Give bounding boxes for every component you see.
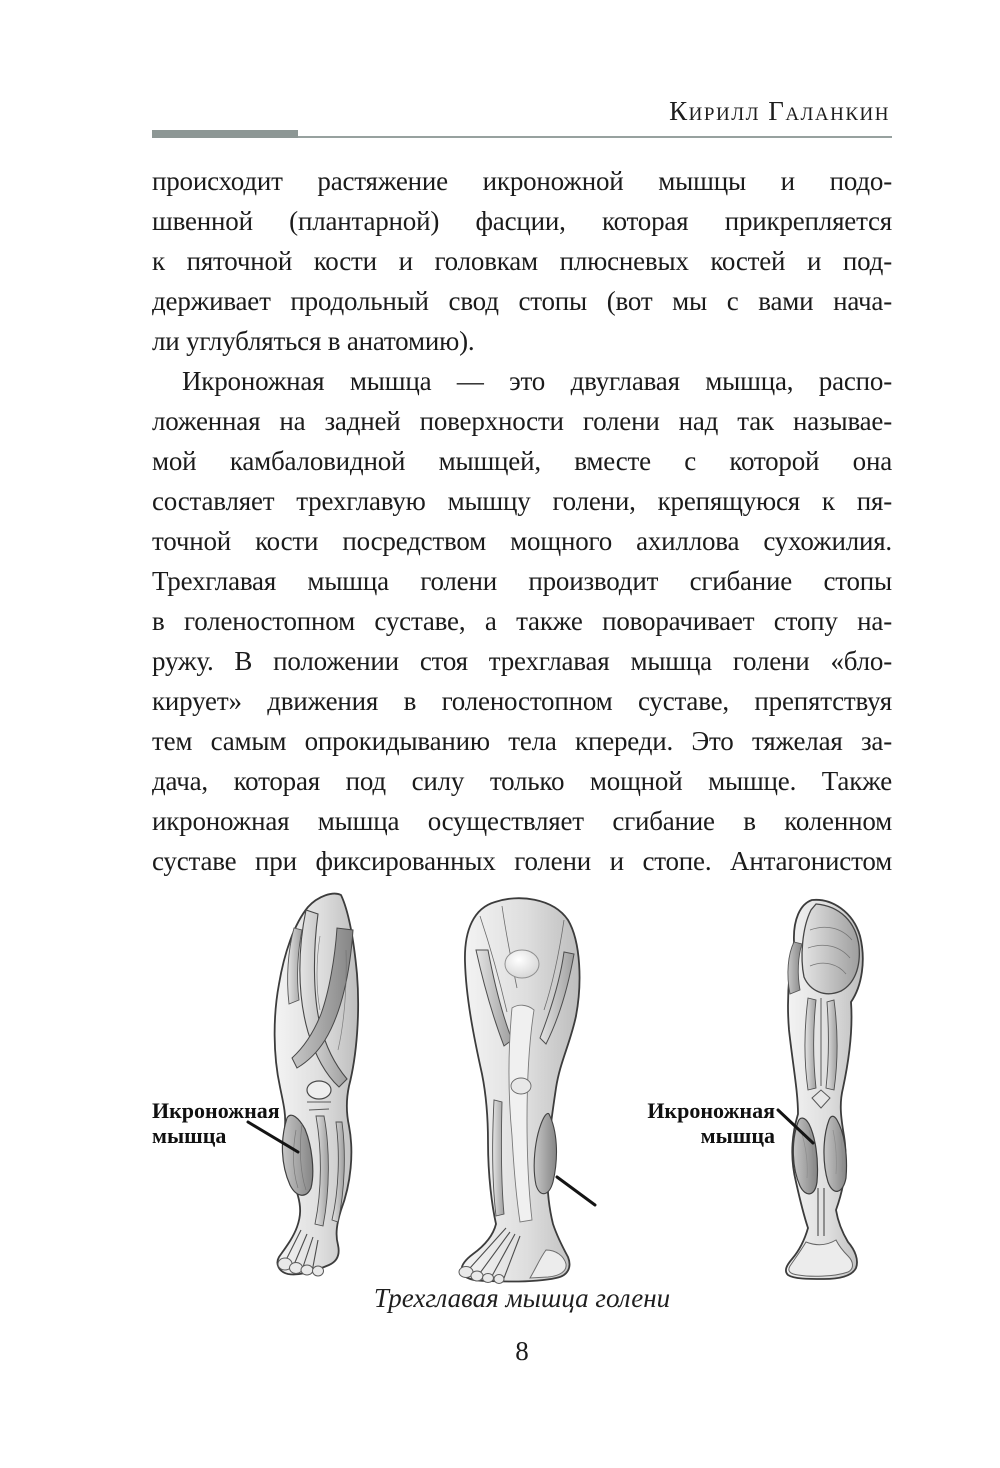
middle-leg-pointer-line xyxy=(557,1177,595,1205)
text-line: ложенная на задней поверхности голени над так называе- xyxy=(152,406,892,436)
text-line: дача, которая под силу только мощной мышце. Также xyxy=(152,766,892,796)
header-rule-thick-bar xyxy=(152,130,298,138)
text-line: составляет трехглавую мышцу голени, крепящуюся к пя- xyxy=(152,486,892,516)
anatomy-figure-illustration xyxy=(150,890,900,1290)
figure-label-right: Икроножная мышца xyxy=(647,1098,775,1148)
text-line: ли углубляться в анатомию). xyxy=(152,326,475,356)
text-line: кирует» движения в голеностопном суставе, препятствуя xyxy=(152,686,892,716)
text-line: точной кости посредством мощного ахиллова сухожилия. xyxy=(152,526,892,556)
figure-caption: Трехглавая мышца голени xyxy=(373,1283,671,1313)
text-line: в голеностопном суставе, а также поворачивает стопу на- xyxy=(152,606,892,636)
figure-label-left: Икроножная мышца xyxy=(152,1098,280,1148)
text-line: к пяточной кости и головкам плюсневых костей и под- xyxy=(152,246,892,276)
text-line: держивает продольный свод стопы (вот мы с вами нача- xyxy=(152,286,892,316)
text-line: суставе при фиксированных голени и стопе. Антагонистом xyxy=(152,846,892,876)
running-header-author: Кирилл Галанкин xyxy=(669,96,890,126)
text-line: мой камбаловидной мышцей, вместе с которой она xyxy=(152,446,892,476)
text-line: икроножная мышца осуществляет сгибание в коленном xyxy=(152,806,892,836)
text-line: Трехглавая мышца голени производит сгибание стопы xyxy=(152,566,892,596)
leg-lateral-view-illustration xyxy=(275,894,359,1276)
text-line: Икроножная мышца — это двуглавая мышца, распо- xyxy=(182,366,892,396)
leg-anterior-view-illustration xyxy=(459,898,580,1283)
header-rule xyxy=(152,130,892,138)
body-text xyxy=(152,161,892,881)
text-line: происходит растяжение икроножной мышцы и подо- xyxy=(152,166,892,196)
page-number: 8 xyxy=(515,1336,529,1366)
text-line: тем самым опрокидыванию тела кпереди. Это тяжелая за- xyxy=(152,726,892,756)
leg-posterior-view-illustration xyxy=(786,900,863,1279)
text-line: ружу. В положении стоя трехглавая мышца голени «бло- xyxy=(152,646,892,676)
text-line: швенной (плантарной) фасции, которая прикрепляется xyxy=(152,206,892,236)
